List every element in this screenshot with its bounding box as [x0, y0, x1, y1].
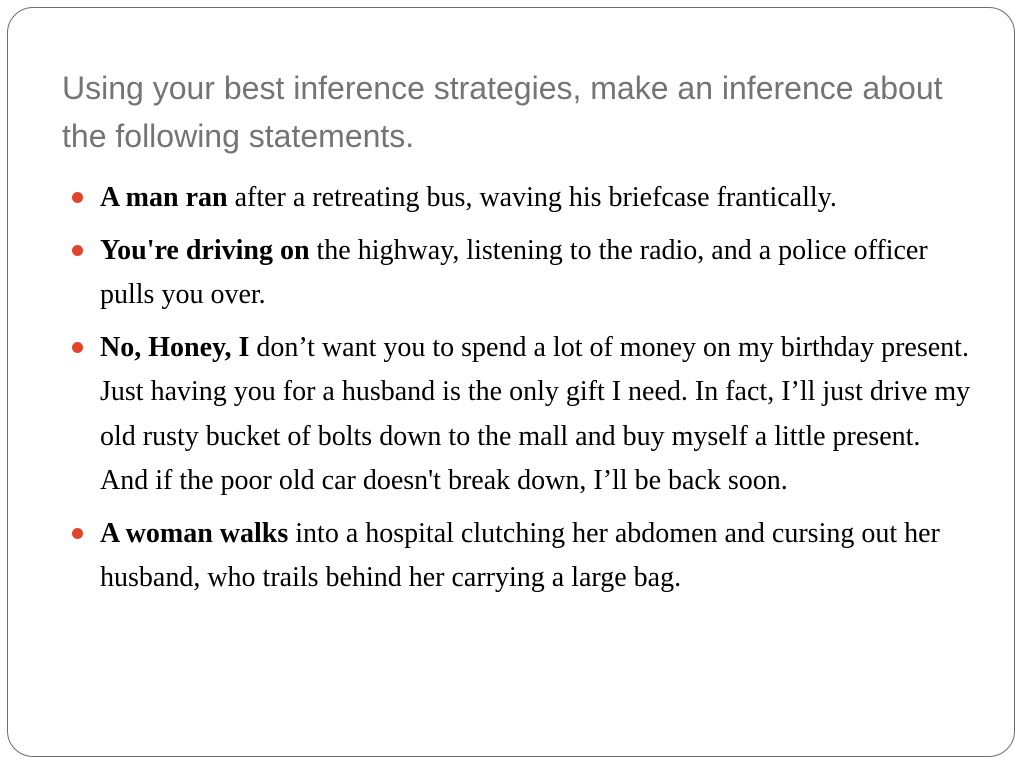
- bullet-lead: A man ran: [100, 182, 228, 213]
- bullet-lead: A woman walks: [100, 517, 289, 549]
- bullet-text: after a retreating bus, waving his briefcase frantically.: [227, 182, 837, 213]
- bullet-lead: No, Honey, I: [100, 331, 250, 363]
- slide-title: Using your best inference strategies, make an inference about the following statements.: [62, 70, 943, 154]
- bullet-lead: You're driving on: [100, 234, 310, 266]
- bullet-dot-icon: [72, 342, 83, 353]
- bullet-text: into a hospital clutching her abdomen and cursing out her husband, who trails behind her carrying a large bag.: [100, 517, 940, 593]
- bullet-item-honey: [72, 326, 972, 504]
- bullet-dot-icon: [72, 192, 83, 203]
- bullet-dot-icon: [72, 245, 83, 256]
- bullet-text: don’t want you to spend a lot of money on my birthday present. Just having you for a husband is the only gift I need. In fact, I’ll just drive my old rusty bucket of bolts down to the mall and buy myself a little present. And if the poor old car doesn't break down, I’ll be back soon.: [100, 331, 971, 496]
- bullet-item-man-ran: [72, 176, 972, 221]
- bullet-list: [72, 176, 972, 609]
- slide-frame: [7, 7, 1015, 757]
- bullet-item-woman-walks: [72, 512, 972, 601]
- bullet-text: the highway, listening to the radio, and a police officer pulls you over.: [100, 234, 928, 310]
- bullet-dot-icon: [72, 528, 83, 539]
- bullet-item-driving: [72, 229, 972, 318]
